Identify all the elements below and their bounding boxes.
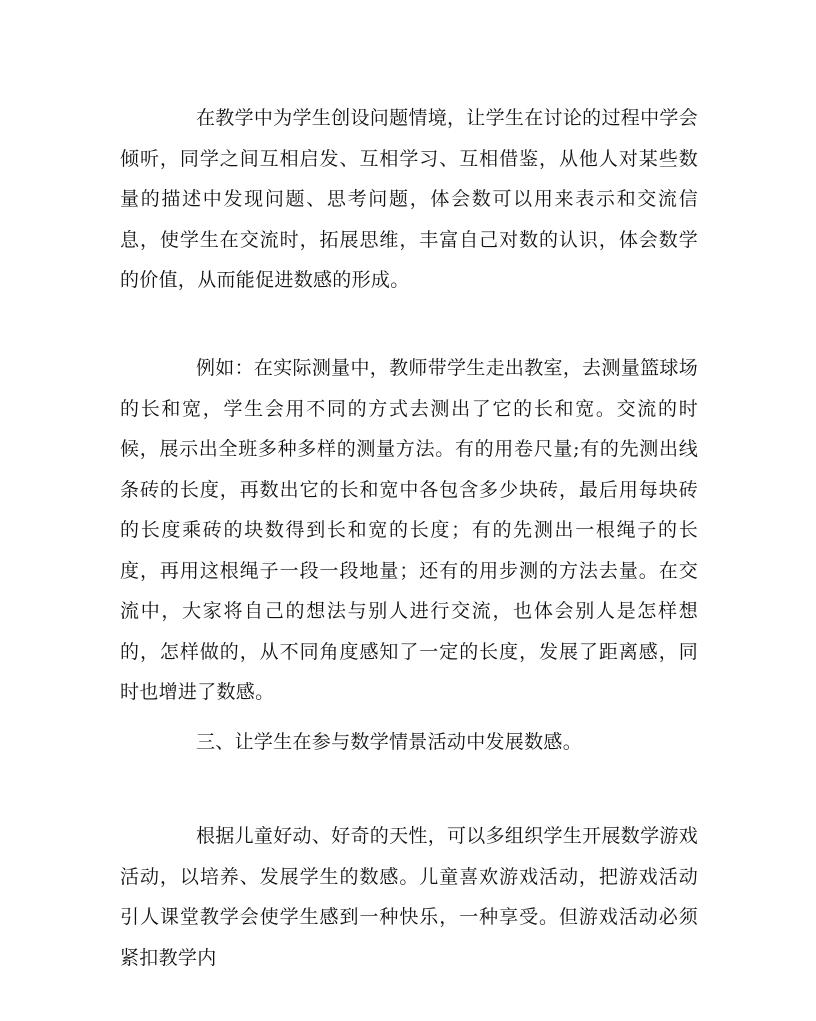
paragraph-intro: 在教学中为学生创设问题情境，让学生在讨论的过程中学会倾听，同学之间互相启发、互相学习、互相借鉴，从他人对某些数量的描述中发现问题、思考问题，体会数可以用来表示和交流信息，使学生在交流时，拓展思维，丰富自己对数的认识，体会数学的价值，从而能促进数感的形成。 — [120, 107, 698, 291]
section-heading: 三、让学生在参与数学情景活动中发展数感。 — [196, 731, 583, 753]
paragraph-games: 根据儿童好动、好奇的天性，可以多组织学生开展数学游戏活动，以培养、发展学生的数感。儿童喜欢游戏活动，把游戏活动引人课堂教学会使学生感到一种快乐，一种享受。但游戏活动必须紧扣教学内 — [120, 825, 698, 969]
paragraph-example: 例如：在实际测量中，教师带学生走出教室，去测量篮球场的长和宽，学生会用不同的方式去测出了它的长和宽。交流的时候，展示出全班多种多样的测量方法。有的用卷尺量;有的先测出线条砖的长度，再数出它的长和宽中各包含多少块砖，最后用每块砖的长度乘砖的块数得到长和宽的长度；有的先测出一根绳子的长度，再用这根绳子一段一段地量；还有的用步测的方法去量。在交流中，大家将自己的想法与别人进行交流，也体会别人是怎样想的，怎样做的，从不同角度感知了一定的长度，发展了距离感，同时也增进了数感。 — [120, 357, 698, 703]
